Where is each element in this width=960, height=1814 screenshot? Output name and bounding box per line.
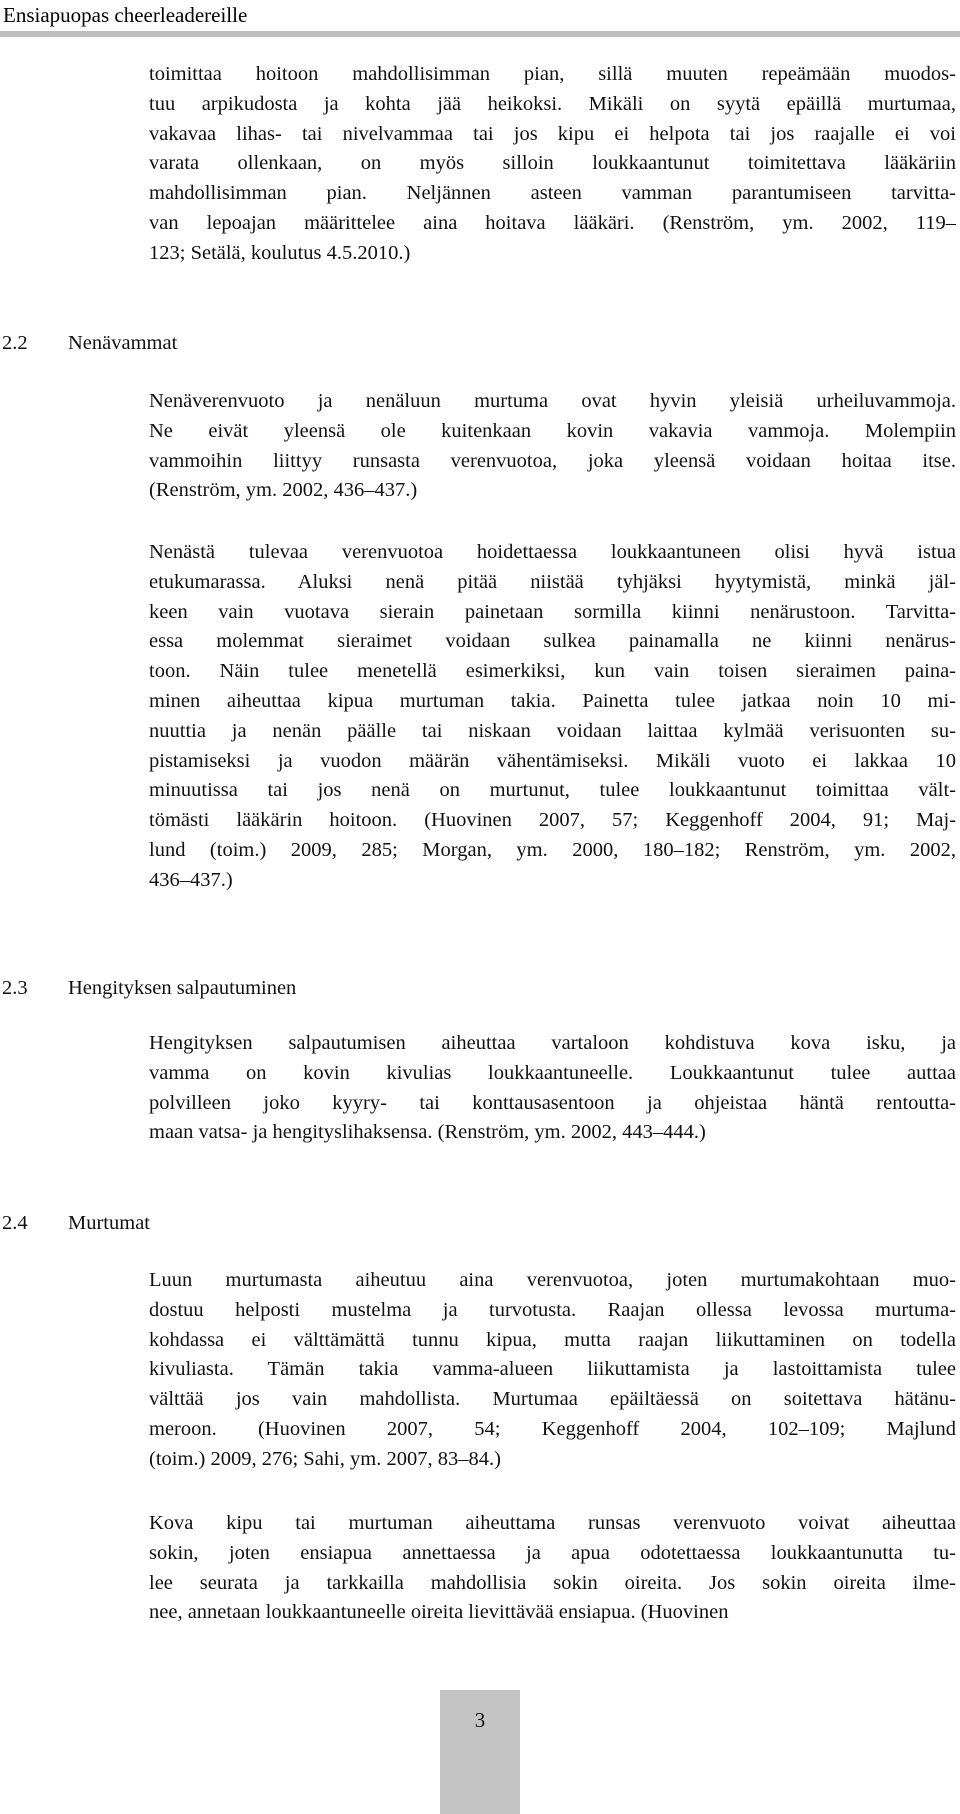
text-line: mahdollisimman pian. Neljännen asteen vamman parantumiseen tarvitta- [149,182,956,205]
text-line: varata ollenkaan, on myös silloin loukkaantunut toimitettava lääkäriin [149,152,956,175]
text-line: dostuu helposti mustelma ja turvotusta. Raajan ollessa levossa murtuma- [149,1298,956,1321]
text-line: keen vain vuotava sierain painetaan sormilla kiinni nenärustoon. Tarvitta- [149,600,956,623]
text-line: polvilleen joko kyyry- tai konttausasentoon ja ohjeistaa häntä rentoutta- [149,1091,956,1114]
text-line: essa molemmat sieraimet voidaan sulkea painamalla ne kiinni nenärus- [149,630,956,653]
text-line: tuu arpikudosta ja kohta jää heikoksi. Mikäli on syytä epäillä murtumaa, [149,92,956,115]
paragraph-fractures-intro [149,1266,956,1475]
text-line: kivuliasta. Tämän takia vamma-alueen liikuttamista ja lastoittamista tulee [149,1358,956,1381]
text-line: nuuttia ja nenän päälle tai niskaan voidaan laittaa kylmää verisuonten su- [149,719,956,742]
text-line: kohdassa ei välttämättä tunnu kipua, mutta raajan liikuttaminen on todella [149,1328,956,1351]
text-line: Hengityksen salpautumisen aiheuttaa vartaloon kohdistuva kova isku, ja [149,1032,956,1054]
text-line: (Renström, ym. 2002, 436–437.) [149,479,418,502]
page-number: 3 [474,1708,486,1732]
text-line: meroon. (Huovinen 2007, 54; Keggenhoff 2004, 102–109; Majlund [149,1417,956,1440]
text-line: etukumarassa. Aluksi nenä pitää niistää tyhjäksi hyytymistä, minkä jäl- [149,570,956,593]
text-line: sokin, joten ensiapua annettaessa ja apua odotettaessa loukkaantunutta tu- [149,1541,956,1564]
text-line: minuutissa tai jos nenä on murtunut, tulee loukkaantunut toimittaa vält- [149,779,956,802]
text-line: van lepoajan määrittelee aina hoitava lääkäri. (Renström, ym. 2002, 119– [149,211,956,234]
text-line: vamma on kovin kivulias loukkaantuneelle. Loukkaantunut tulee auttaa [149,1061,956,1084]
text-line: Nenäverenvuoto ja nenäluun murtuma ovat hyvin yleisiä urheiluvammoja. [149,390,956,412]
text-line: Ne eivät yleensä ole kuitenkaan kovin vakavia vammoja. Molempiin [149,419,956,442]
text-line: minen aiheuttaa kipua murtuman takia. Painetta tulee jatkaa noin 10 mi- [149,689,956,712]
text-line: lund (toim.) 2009, 285; Morgan, ym. 2000, 180–182; Renström, ym. 2002, [149,838,956,861]
text-line: lee seurata ja tarkkailla mahdollisia sokin oireita. Jos sokin oireita ilme- [149,1571,956,1594]
text-line: Luun murtumasta aiheutuu aina verenvuotoa, joten murtumakohtaan muo- [149,1269,956,1291]
text-line: (toim.) 2009, 276; Sahi, ym. 2007, 83–84.) [149,1447,501,1470]
text-line: 436–437.) [149,868,233,891]
text-line: nee, annetaan loukkaantuneelle oireita lievittävää ensiapua. (Huovinen [149,1601,729,1624]
section-number: 2.2 [2,332,28,354]
section-title: Hengityksen salpautuminen [68,977,297,999]
section-title: Nenävammat [68,332,178,354]
text-line: tömästi lääkärin hoitoon. (Huovinen 2007, 57; Keggenhoff 2004, 91; Maj- [149,809,956,832]
section-heading-winded [2,975,296,1001]
text-line: pistamiseksi ja vuodon määrän vähentämiseksi. Mikäli vuoto ei lakkaa 10 [149,749,956,772]
paragraph-nosebleed-treatment [149,538,956,896]
header-divider [0,31,960,37]
paragraph-sprain-treatment [149,60,956,269]
section-title: Murtumat [68,1212,150,1234]
text-line: Kova kipu tai murtuman aiheuttama runsas verenvuoto voivat aiheuttaa [149,1512,956,1534]
section-heading-fractures [2,1210,150,1236]
text-line: välttää jos vain mahdollista. Murtumaa epäiltäessä on soitettava hätänu- [149,1388,956,1411]
text-line: Nenästä tulevaa verenvuotoa hoidettaessa loukkaantuneen olisi hyvä istua [149,541,956,563]
text-line: toimittaa hoitoon mahdollisimman pian, sillä muuten repeämään muodos- [149,63,956,85]
paragraph-winded-treatment [149,1029,956,1148]
document-title: Ensiapuopas cheerleadereille [3,3,248,27]
page-number-box [440,1690,520,1814]
text-line: vammoihin liittyy runsasta verenvuotoa, joka yleensä voidaan hoitaa itse. [149,449,956,472]
paragraph-fracture-shock [149,1509,956,1628]
section-heading-nose-injuries [2,330,177,356]
text-line: maan vatsa- ja hengityslihaksensa. (Renström, ym. 2002, 443–444.) [149,1121,706,1144]
text-line: 123; Setälä, koulutus 4.5.2010.) [149,241,411,264]
text-line: vakavaa lihas- tai nivelvammaa tai jos kipu ei helpota tai jos raajalle ei voi [149,122,956,145]
paragraph-nose-injuries-intro [149,387,956,506]
text-line: toon. Näin tulee menetellä esimerkiksi, kun vain toisen sieraimen paina- [149,660,956,683]
section-number: 2.3 [2,977,28,999]
section-number: 2.4 [2,1212,28,1234]
